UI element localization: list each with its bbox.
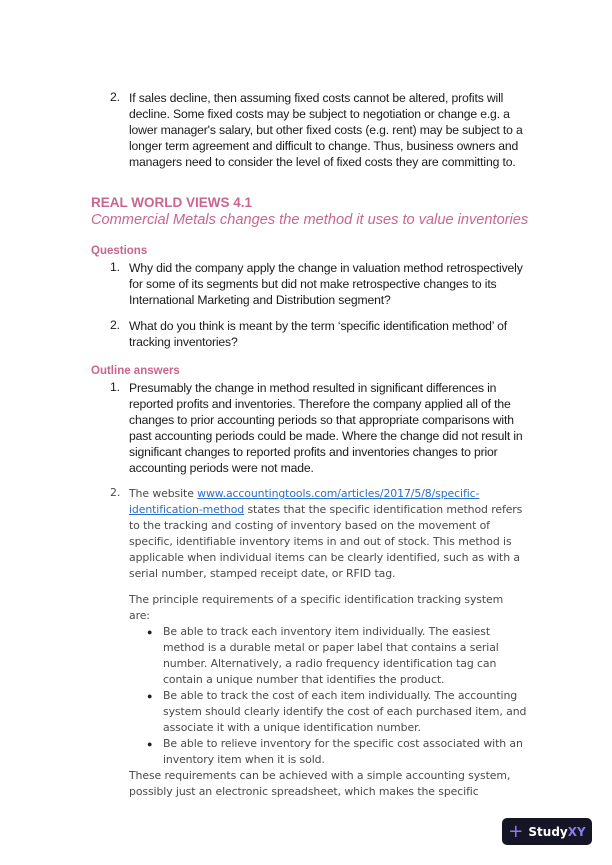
text-line: system should clearly identify the cost of each purchased item, and <box>163 705 527 718</box>
text-line: managers need to consider the level of fixed costs they are committing to. <box>129 155 516 169</box>
text-line: longer term agreement and difficult to change. Thus, business owners and <box>129 139 519 153</box>
questions-heading: Questions <box>91 245 148 257</box>
logo-accent: XY <box>567 824 586 839</box>
text-line: lower manager's salary, but other fixed costs (e.g. rent) may be subject to a <box>129 123 523 137</box>
answer-2-intro <box>110 486 523 582</box>
studyxy-logo <box>502 818 592 845</box>
text-line: past accounting periods could be made. Where the change did not result in <box>129 429 523 443</box>
question-1 <box>110 260 523 308</box>
section-heading: REAL WORLD VIEWS 4.1 <box>91 195 253 210</box>
list-number: 2. <box>110 318 120 332</box>
text-line: What do you think is meant by the term ‘specific identification method’ of <box>129 319 507 333</box>
bullet-item <box>163 624 499 688</box>
bullet-icon: ● <box>147 739 153 749</box>
text-line: possibly just an electronic spreadsheet, which makes the specific <box>129 785 479 798</box>
bullet-item <box>163 688 526 736</box>
text: states that the specific identification method refers <box>244 503 523 516</box>
bullet-icon: ● <box>147 627 153 637</box>
list-number: 1. <box>110 380 120 394</box>
text-line: method is a durable metal or paper label that contains a serial <box>163 641 499 654</box>
text-line: tracking inventories? <box>129 335 238 349</box>
requirements-intro <box>129 592 503 624</box>
logo-text: Study <box>528 824 568 839</box>
text-line: changes to prior accounting periods so that appropriate comparisons with <box>129 413 514 427</box>
bullet-item <box>163 736 523 768</box>
text-line: are: <box>129 609 150 622</box>
text-line: Why did the company apply the change in valuation method retrospectively <box>129 261 523 275</box>
text-line: for some of its segments but did not make retrospective changes to its <box>129 277 497 291</box>
accountingtools-link[interactable]: www.accountingtools.com/articles/2017/5/8/specific- <box>197 487 480 500</box>
text-line: contain a unique number that identifies the product. <box>163 673 445 686</box>
text-line: number. Alternatively, a radio frequency identification tag can <box>163 657 497 670</box>
text-line: Be able to track the cost of each item individually. The accounting <box>163 689 518 702</box>
accountingtools-link-cont[interactable]: identification-method <box>129 503 245 516</box>
text-line: Be able to relieve inventory for the specific cost associated with an <box>163 737 523 750</box>
text-line: specific, identifiable inventory items in and out of stock. This method is <box>129 535 512 548</box>
list-item-2 <box>110 90 523 170</box>
text-line: If sales decline, then assuming fixed costs cannot be altered, profits will <box>129 91 504 105</box>
section-subtitle: Commercial Metals changes the method it uses to value inventories <box>91 212 529 228</box>
list-number: 2. <box>110 486 121 499</box>
text-line: These requirements can be achieved with a simple accounting system, <box>129 769 511 782</box>
list-number: 1. <box>110 260 120 274</box>
text-line: to the tracking and costing of inventory based on the movement of <box>129 519 490 532</box>
text-line: serial number, stamped receipt date, or RFID tag. <box>129 567 396 580</box>
text-line: inventory item when it is sold. <box>163 753 325 766</box>
text: The website <box>129 487 198 500</box>
text-line: significant changes to reported profits and inventories changes to prior <box>129 445 498 459</box>
plus-icon: + <box>508 820 524 842</box>
answer-1 <box>110 380 523 476</box>
text-line: associate it with a unique identification number. <box>163 721 421 734</box>
text-line: Presumably the change in method resulted in significant differences in <box>129 381 497 395</box>
text-line: Be able to track each inventory item individually. The easiest <box>163 625 490 638</box>
text-line: accounting periods were not made. <box>129 461 314 475</box>
text-line: International Marketing and Distribution segment? <box>129 293 391 307</box>
question-2 <box>110 318 507 350</box>
text-line: reported profits and inventories. Therefore the company applied all of the <box>129 397 511 411</box>
text-line: decline. Some fixed costs may be subject to negotiation or change e.g. a <box>129 107 510 121</box>
answers-heading: Outline answers <box>91 365 180 377</box>
bullet-icon: ● <box>147 691 153 701</box>
text-line: The principle requirements of a specific identification tracking system <box>129 593 504 606</box>
text-line: applicable when individual items can be clearly identified, such as with a <box>129 551 520 564</box>
closing-paragraph <box>129 768 510 800</box>
list-number: 2. <box>110 90 120 104</box>
